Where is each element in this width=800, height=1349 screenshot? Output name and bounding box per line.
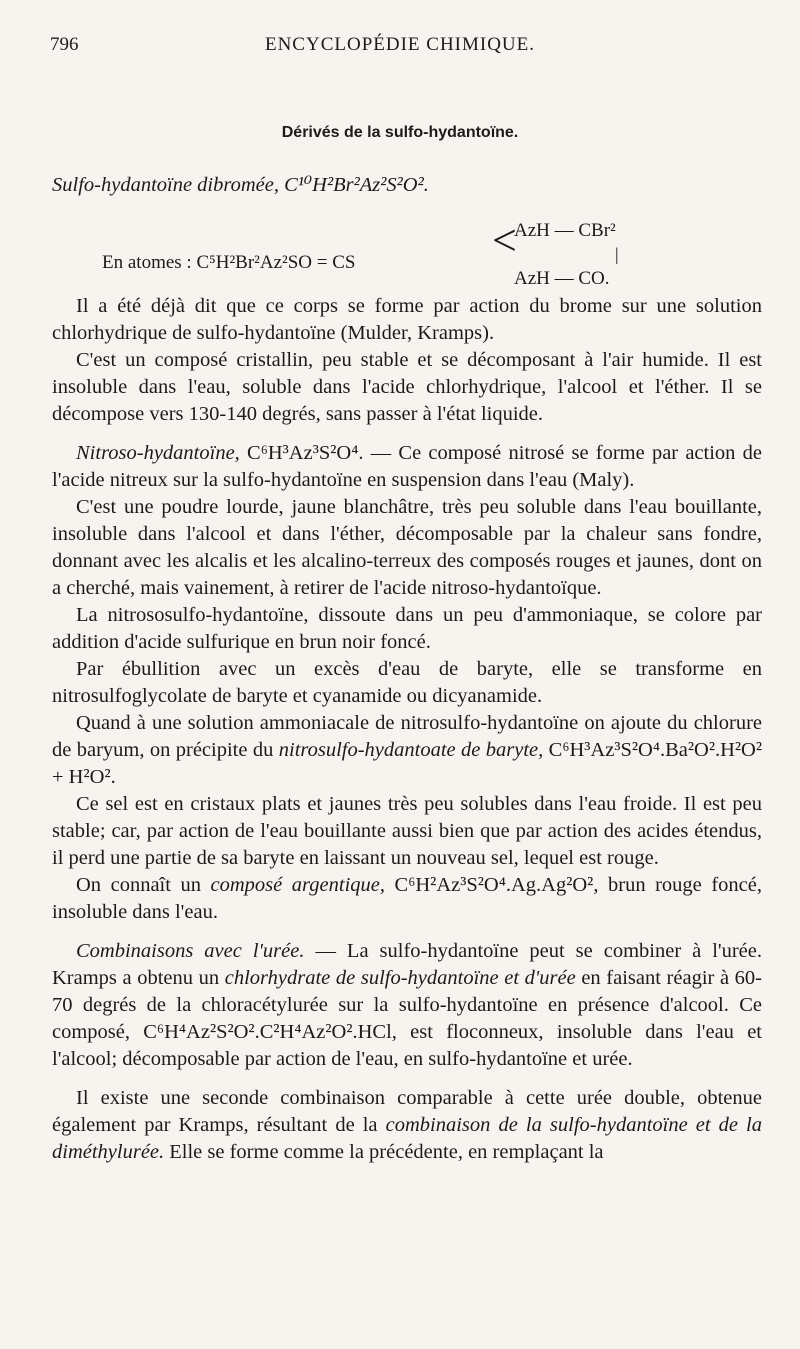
text-span: C⁶H³Az³S²O⁴.Ba²O².H²O² + H²O².: [52, 739, 762, 788]
text-span: — La sulfo-hydantoïne peut se combiner à l'urée. Kramps a obtenu un: [52, 940, 762, 989]
formula-label: En atomes : C⁵H²Br²Az²SO = CS: [102, 252, 356, 273]
nitroso-title: Nitroso-hydantoïne,: [76, 442, 240, 464]
page-number: 796: [50, 34, 79, 55]
formula-bottom: AzH — CO.: [514, 268, 610, 289]
paragraph: La nitrososulfo-hydantoïne, dissoute dans un peu d'ammoniaque, se colore par addition d'acide sulfurique en brun noir foncé.: [52, 604, 762, 653]
italic-span: combinaison de la sulfo-hydantoïne et de la diméthylurée.: [52, 1114, 762, 1163]
paragraph: Il a été déjà dit que ce corps se forme par action du brome sur une solution chlorhydrique de sulfo-hydantoïne (Mulder, Kramps).: [52, 295, 762, 344]
paragraph: [52, 1085, 762, 1166]
running-title: ENCYCLOPÉDIE CHIMIQUE.: [264, 34, 536, 55]
text-span: C⁶H²Az³S²O⁴.Ag.Ag²O², brun rouge foncé, insoluble dans l'eau.: [52, 874, 762, 923]
paragraph: [52, 872, 762, 926]
text-span: en faisant réagir à 60-70 degrés de la chloracétylurée sur la sulfo-hydantoïne en présence d'alcool. Ce composé, C⁶H⁴Az²S²O².C²H⁴Az²O².HCl, est floconneux, insoluble dans l'eau et l'alcool; décomposable par action de l'eau, en sulfo-hydantoïne et urée.: [52, 967, 762, 1070]
section-title: Dérivés de la sulfo-hydantoïne.: [281, 124, 519, 141]
italic-span: chlorhydrate de sulfo-hydantoïne et d'urée: [224, 967, 576, 989]
paragraph: Ce sel est en cristaux plats et jaunes très peu solubles dans l'eau froide. Il est peu stable; car, par action de l'eau bouillante aussi bien que par action des acides étendus, il perd une partie de sa baryte en laissant un nouveau sel, lequel est rouge.: [52, 793, 762, 869]
text-span: On connaît un: [76, 874, 211, 896]
formula-block: [52, 199, 762, 289]
page-header: [0, 34, 800, 58]
paragraph: Par ébullition avec un excès d'eau de baryte, elle se transforme en nitrosulfoglycolate de baryte et cyanamide ou dicyanamide.: [52, 658, 762, 707]
paragraph: [52, 938, 762, 1073]
paragraph: C'est un composé cristallin, peu stable et se décomposant à l'air humide. Il est insoluble dans l'eau, soluble dans l'acide chlorhydrique, l'alcool et l'éther. Il se décompose vers 130-140 degrés, sans passer à l'état liquide.: [52, 349, 762, 425]
text-span: Quand à une solution ammoniacale de nitrosulfo-hydantoïne on ajoute du chlorure de baryum, on précipite du: [52, 712, 762, 761]
nitroso-paragraph: [52, 440, 762, 494]
italic-span: composé argentique,: [210, 874, 385, 896]
sulfo-dibromee-title: Sulfo-hydantoïne dibromée, C¹⁰H²Br²Az²S²O².: [52, 174, 429, 196]
text-span: Il existe une seconde combinaison comparable à cette urée double, obtenue également par Kramps, résultant de la: [52, 1087, 762, 1136]
italic-span: Combinaisons avec l'urée.: [76, 940, 305, 962]
body-text: [52, 172, 762, 1166]
italic-span: nitrosulfo-hydantoate de baryte,: [278, 739, 544, 761]
text-span: Elle se forme comme la précédente, en remplaçant la: [164, 1141, 604, 1163]
formula-top: AzH — CBr²: [514, 220, 616, 241]
paragraph: C'est une poudre lourde, jaune blanchâtre, très peu soluble dans l'eau bouillante, insoluble dans l'alcool et dans l'éther, décomposable par la chaleur sans fondre, donnant avec les alcalis et les alcalino-terreux des composés rouges et jaunes, dont on a cherché, mais vainement, à retirer de l'acide nitroso-hydantoïque.: [52, 496, 762, 599]
paragraph: [52, 710, 762, 791]
formula-brace: <: [492, 216, 517, 265]
nitroso-rest: C⁶H³Az³S²O⁴. — Ce composé nitrosé se forme par action de l'acide nitreux sur la sulfo-hydantoïne en suspension dans l'eau (Maly).: [52, 442, 762, 491]
formula-bar: |: [615, 244, 619, 264]
